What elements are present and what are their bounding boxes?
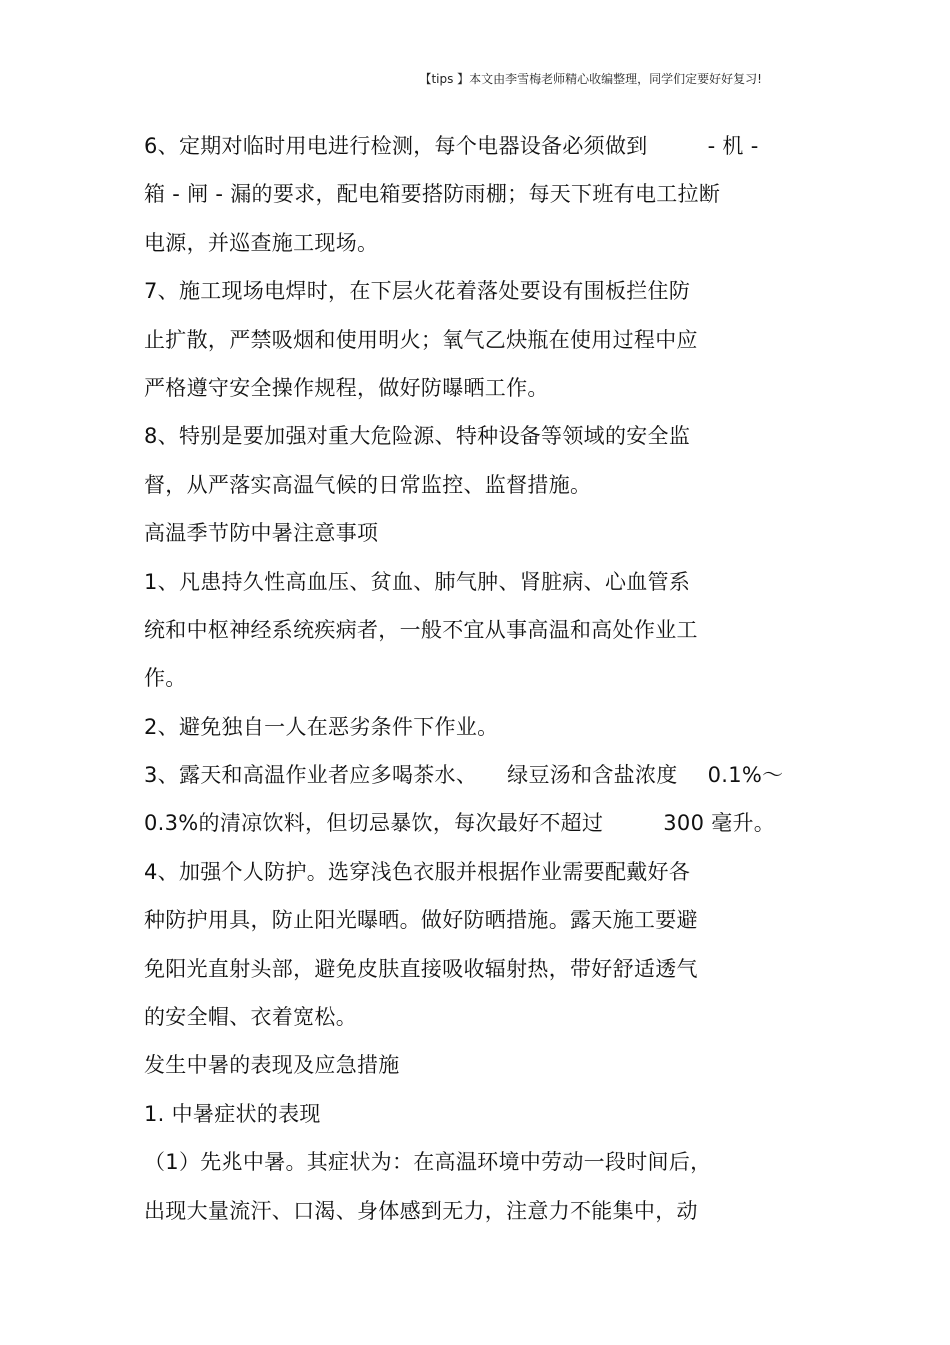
paragraph-line: 电源，并巡查施工现场。 [144, 230, 379, 255]
paragraph-line: 严格遵守安全操作规程，做好防曝晒工作。 [144, 375, 549, 400]
text-segment: - 机 - [707, 134, 759, 158]
paragraph-line: 的安全帽、衣着宽松。 [144, 1005, 357, 1030]
paragraph-line: 免阳光直射头部，避免皮肤直接吸收辐射热，带好舒适透气 [144, 956, 698, 981]
text-segment: 0.1%～ [707, 763, 784, 788]
paragraph-line: 止扩散，严禁吸烟和使用明火；氧气乙炔瓶在使用过程中应 [144, 327, 698, 352]
paragraph-line: 2、避免独自一人在恶劣条件下作业。 [144, 714, 499, 739]
paragraph-line [144, 805, 844, 853]
paragraph-line: 统和中枢神经系统疾病者，一般不宜从事高温和高处作业工 [144, 617, 698, 642]
header-tip: 【tips 】本文由李雪梅老师精心收编整理，同学们定要好好复习! [419, 72, 762, 86]
subsection-heading: 1. 中暑症状的表现 [144, 1101, 321, 1126]
text-segment: 绿豆汤和含盐浓度 [507, 763, 678, 788]
section-heading: 发生中暑的表现及应急措施 [144, 1053, 400, 1078]
text-segment: 300 毫升。 [663, 811, 776, 836]
paragraph-line: 1、凡患持久性高血压、贫血、肺气肿、肾脏病、心血管系 [144, 569, 691, 594]
text-segment: 0.3%的清凉饮料，但切忌暴饮，每次最好不超过 [144, 811, 604, 836]
paragraph-line: 出现大量流汗、口渴、身体感到无力，注意力不能集中，动 [144, 1198, 698, 1223]
paragraph-line: 8、特别是要加强对重大危险源、特种设备等领域的安全监 [144, 424, 691, 449]
paragraph-line [144, 757, 844, 805]
paragraph-line: （1）先兆中暑。其症状为：在高温环境中劳动一段时间后， [144, 1150, 712, 1175]
text-segment: 3、露天和高温作业者应多喝茶水、 [144, 763, 478, 788]
text-segment: 6、定期对临时用电进行检测，每个电器设备必须做到 [144, 134, 648, 158]
paragraph-line: 督，从严落实高温气候的日常监控、监督措施。 [144, 472, 592, 497]
paragraph-line [144, 128, 844, 176]
document-body [144, 128, 844, 1241]
paragraph-line: 7、施工现场电焊时，在下层火花着落处要设有围板拦住防 [144, 279, 691, 304]
paragraph-line: 作。 [144, 666, 187, 691]
paragraph-line: 种防护用具，防止阳光曝晒。做好防晒措施。露天施工要避 [144, 908, 698, 933]
section-heading: 高温季节防中暑注意事项 [144, 521, 379, 546]
paragraph-line: 4、加强个人防护。选穿浅色衣服并根据作业需要配戴好各 [144, 859, 691, 884]
paragraph-line: 箱 - 闸 - 漏的要求，配电箱要搭防雨棚；每天下班有电工拉断 [144, 182, 721, 207]
